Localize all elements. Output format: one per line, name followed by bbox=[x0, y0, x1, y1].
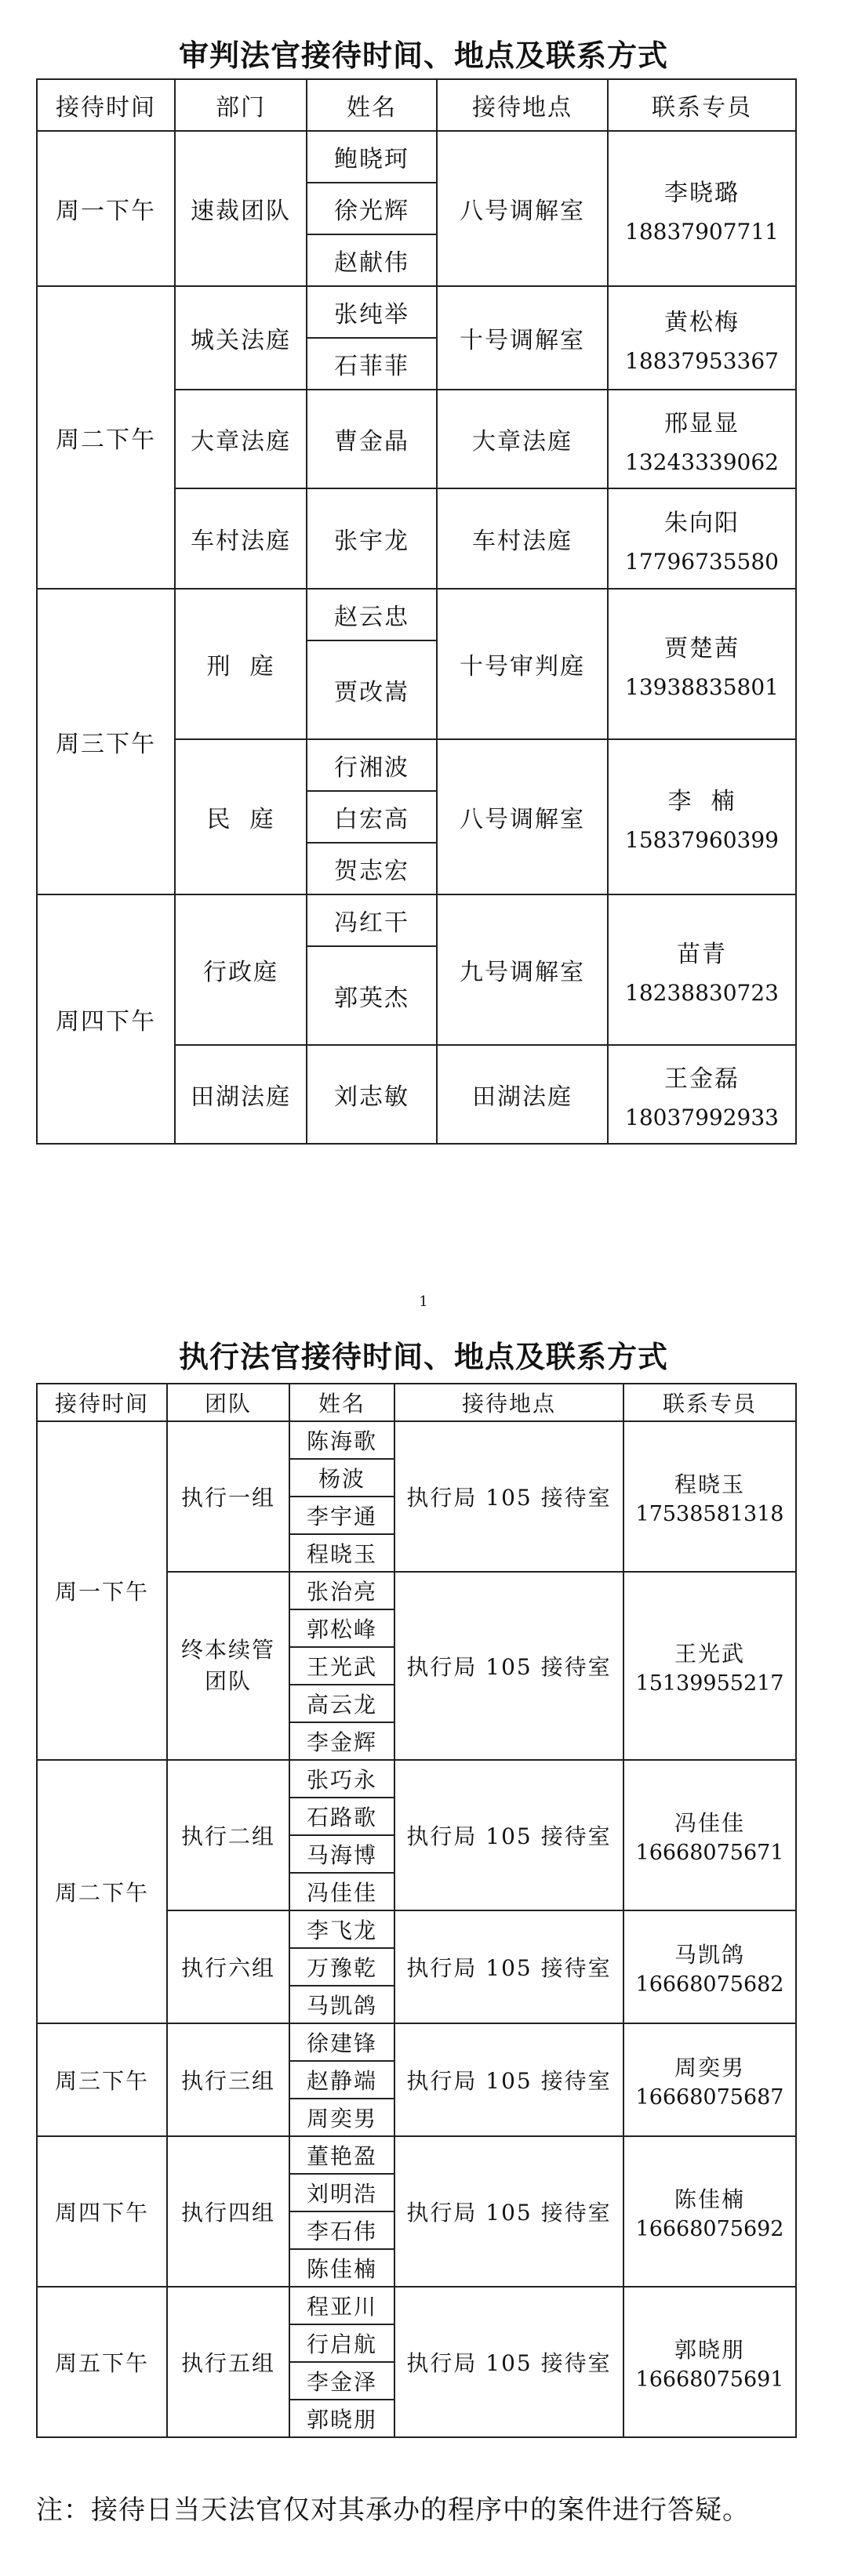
team-cell: 执行五组 bbox=[167, 2287, 289, 2437]
contact-name: 李晓璐 bbox=[664, 179, 740, 207]
reception-place-cell: 执行局 105 接待室 bbox=[394, 2136, 623, 2287]
contact-phone: 15139955217 bbox=[635, 1671, 784, 1696]
contact-cell bbox=[608, 286, 796, 390]
judge-name-cell: 郭晓朋 bbox=[289, 2400, 394, 2437]
contact-name: 郭晓朋 bbox=[674, 2336, 745, 2363]
table-row bbox=[37, 589, 796, 640]
contact-cell bbox=[608, 390, 796, 488]
reception-place-cell: 八号调解室 bbox=[437, 131, 608, 286]
judge-name-cell: 董艳盈 bbox=[289, 2136, 394, 2174]
contact-cell bbox=[608, 488, 796, 589]
team-cell bbox=[167, 1572, 289, 1760]
judge-name-cell: 张纯举 bbox=[307, 286, 437, 338]
judge-name-cell: 陈海歌 bbox=[289, 1421, 394, 1459]
judge-name-cell: 李金泽 bbox=[289, 2362, 394, 2400]
contact-cell bbox=[623, 2136, 796, 2287]
team-label: 终本续管团队 bbox=[181, 1637, 276, 1694]
judge-name-cell: 贺志宏 bbox=[307, 843, 437, 894]
reception-place-cell: 执行局 105 接待室 bbox=[394, 1760, 623, 1910]
reception-place-cell: 九号调解室 bbox=[437, 894, 608, 1045]
judge-name-cell: 万豫乾 bbox=[289, 1948, 394, 1986]
team-cell: 执行三组 bbox=[167, 2023, 289, 2136]
contact-cell bbox=[608, 1045, 796, 1144]
reception-place-cell: 大章法庭 bbox=[437, 390, 608, 488]
contact-phone: 16668075691 bbox=[635, 2367, 784, 2392]
reception-day-cell: 周三下午 bbox=[37, 589, 175, 894]
contact-phone: 17538581318 bbox=[635, 1501, 784, 1526]
judge-name-cell: 白宏高 bbox=[307, 791, 437, 843]
judge-name-cell: 行启航 bbox=[289, 2324, 394, 2362]
contact-cell bbox=[608, 894, 796, 1045]
table-row bbox=[37, 1760, 796, 1798]
contact-cell bbox=[623, 2023, 796, 2136]
execution-reception-table bbox=[36, 1383, 797, 2438]
header-cell: 姓名 bbox=[307, 79, 437, 131]
judge-name-cell: 赵云忠 bbox=[307, 589, 437, 640]
judge-name-cell: 行湘波 bbox=[307, 739, 437, 791]
contact-phone: 16668075692 bbox=[635, 2216, 784, 2241]
table-row bbox=[37, 2287, 796, 2324]
judge-reception-title: 审判法官接待时间、地点及联系方式 bbox=[178, 38, 668, 73]
judge-name-cell: 李石伟 bbox=[289, 2211, 394, 2249]
judge-name-cell: 曹金晶 bbox=[307, 390, 437, 488]
contact-phone: 15837960399 bbox=[625, 826, 779, 853]
contact-cell bbox=[608, 739, 796, 894]
judge-name-cell: 郭英杰 bbox=[307, 946, 437, 1045]
reception-place-cell: 执行局 105 接待室 bbox=[394, 1572, 623, 1760]
judge-name-cell: 冯佳佳 bbox=[289, 1873, 394, 1910]
judge-name-cell: 张宇龙 bbox=[307, 488, 437, 589]
judge-name-cell: 程晓玉 bbox=[289, 1534, 394, 1572]
reception-day-cell: 周二下午 bbox=[37, 1760, 167, 2023]
reception-day-cell: 周四下午 bbox=[37, 894, 175, 1144]
contact-name: 黄松梅 bbox=[664, 308, 740, 336]
table-row bbox=[37, 131, 796, 183]
reception-place-cell: 田湖法庭 bbox=[437, 1045, 608, 1144]
judge-name-cell: 赵静端 bbox=[289, 2061, 394, 2099]
department-cell: 民 庭 bbox=[175, 739, 307, 894]
department-cell: 刑 庭 bbox=[175, 589, 307, 739]
contact-name: 周奕男 bbox=[674, 2054, 745, 2081]
judge-reception-table bbox=[36, 78, 797, 1145]
judge-name-cell: 刘明浩 bbox=[289, 2174, 394, 2211]
department-cell: 速裁团队 bbox=[175, 131, 307, 286]
contact-name: 程晓玉 bbox=[674, 1471, 745, 1497]
header-cell: 接待地点 bbox=[437, 79, 608, 131]
reception-place-cell: 执行局 105 接待室 bbox=[394, 1421, 623, 1572]
contact-name: 陈佳楠 bbox=[674, 2186, 745, 2212]
contact-cell bbox=[608, 589, 796, 739]
department-cell: 车村法庭 bbox=[175, 488, 307, 589]
table-header-row bbox=[37, 79, 796, 131]
contact-cell bbox=[608, 131, 796, 286]
contact-phone: 18037992933 bbox=[625, 1104, 779, 1130]
contact-name: 李 楠 bbox=[667, 787, 736, 815]
contact-name: 马凯鸽 bbox=[674, 1941, 745, 1968]
department-cell: 田湖法庭 bbox=[175, 1045, 307, 1144]
judge-name-cell: 李飞龙 bbox=[289, 1910, 394, 1948]
reception-place-cell: 车村法庭 bbox=[437, 488, 608, 589]
contact-name: 冯佳佳 bbox=[674, 1809, 745, 1836]
contact-phone: 18238830723 bbox=[625, 979, 779, 1006]
table-row bbox=[37, 894, 796, 946]
reception-place-cell: 十号审判庭 bbox=[437, 589, 608, 739]
reception-day-cell: 周三下午 bbox=[37, 2023, 167, 2136]
reception-place-cell: 执行局 105 接待室 bbox=[394, 2287, 623, 2437]
reception-place-cell: 执行局 105 接待室 bbox=[394, 1910, 623, 2023]
contact-cell bbox=[623, 1572, 796, 1760]
judge-name-cell: 周奕男 bbox=[289, 2099, 394, 2136]
reception-place-cell: 八号调解室 bbox=[437, 739, 608, 894]
table-row bbox=[37, 1421, 796, 1459]
contact-phone: 17796735580 bbox=[625, 548, 779, 575]
judge-name-cell: 李宇通 bbox=[289, 1497, 394, 1534]
table-row bbox=[37, 2023, 796, 2061]
contact-name: 邢显显 bbox=[664, 409, 740, 437]
reception-place-cell: 执行局 105 接待室 bbox=[394, 2023, 623, 2136]
contact-phone: 18837907711 bbox=[625, 218, 779, 245]
contact-phone: 13938835801 bbox=[625, 673, 779, 700]
judge-name-cell: 冯红干 bbox=[307, 894, 437, 946]
judge-name-cell: 石路歌 bbox=[289, 1798, 394, 1835]
judge-name-cell: 徐建锋 bbox=[289, 2023, 394, 2061]
header-cell: 接待地点 bbox=[394, 1384, 623, 1421]
page-number: 1 bbox=[419, 1293, 428, 1310]
execution-reception-title: 执行法官接待时间、地点及联系方式 bbox=[178, 1339, 668, 1374]
judge-name-cell: 马海博 bbox=[289, 1835, 394, 1873]
contact-cell bbox=[623, 2287, 796, 2437]
judge-name-cell: 高云龙 bbox=[289, 1685, 394, 1722]
reception-day-cell: 周一下午 bbox=[37, 131, 175, 286]
judge-name-cell: 贾改嵩 bbox=[307, 640, 437, 739]
header-cell: 团队 bbox=[167, 1384, 289, 1421]
header-cell: 联系专员 bbox=[608, 79, 796, 131]
contact-name: 王光武 bbox=[674, 1640, 745, 1667]
judge-name-cell: 张巧永 bbox=[289, 1760, 394, 1798]
contact-cell bbox=[623, 1760, 796, 1910]
judge-name-cell: 郭松峰 bbox=[289, 1609, 394, 1647]
contact-phone: 16668075682 bbox=[635, 1972, 784, 1997]
header-cell: 部门 bbox=[175, 79, 307, 131]
header-cell: 接待时间 bbox=[37, 79, 175, 131]
reception-day-cell: 周二下午 bbox=[37, 286, 175, 589]
contact-phone: 16668075671 bbox=[635, 1840, 784, 1865]
judge-name-cell: 徐光辉 bbox=[307, 183, 437, 234]
reception-place-cell: 十号调解室 bbox=[437, 286, 608, 390]
judge-name-cell: 王光武 bbox=[289, 1647, 394, 1685]
table-row bbox=[37, 286, 796, 338]
judge-name-cell: 程亚川 bbox=[289, 2287, 394, 2324]
department-cell: 城关法庭 bbox=[175, 286, 307, 390]
reception-day-cell: 周四下午 bbox=[37, 2136, 167, 2287]
reception-day-cell: 周五下午 bbox=[37, 2287, 167, 2437]
contact-cell bbox=[623, 1421, 796, 1572]
contact-phone: 16668075687 bbox=[635, 2084, 784, 2110]
judge-name-cell: 杨波 bbox=[289, 1459, 394, 1497]
judge-name-cell: 赵献伟 bbox=[307, 234, 437, 286]
contact-name: 朱向阳 bbox=[664, 509, 740, 537]
judge-name-cell: 张治亮 bbox=[289, 1572, 394, 1609]
header-cell: 接待时间 bbox=[37, 1384, 167, 1421]
judge-name-cell: 刘志敏 bbox=[307, 1045, 437, 1144]
contact-name: 苗青 bbox=[677, 940, 727, 968]
table-row bbox=[37, 2136, 796, 2174]
department-cell: 大章法庭 bbox=[175, 390, 307, 488]
contact-name: 贾楚茜 bbox=[664, 634, 740, 662]
judge-name-cell: 李金辉 bbox=[289, 1722, 394, 1760]
table-header-row bbox=[37, 1384, 796, 1421]
contact-name: 王金磊 bbox=[664, 1065, 740, 1093]
department-cell: 行政庭 bbox=[175, 894, 307, 1045]
header-cell: 姓名 bbox=[289, 1384, 394, 1421]
team-cell: 执行二组 bbox=[167, 1760, 289, 1910]
contact-phone: 13243339062 bbox=[625, 448, 779, 475]
team-cell: 执行一组 bbox=[167, 1421, 289, 1572]
footnote: 注：接待日当天法官仅对其承办的程序中的案件进行答疑。 bbox=[36, 2494, 750, 2526]
judge-name-cell: 石菲菲 bbox=[307, 338, 437, 390]
team-cell: 执行六组 bbox=[167, 1910, 289, 2023]
contact-phone: 18837953367 bbox=[625, 347, 779, 374]
judge-name-cell: 陈佳楠 bbox=[289, 2249, 394, 2287]
judge-name-cell: 鲍晓珂 bbox=[307, 131, 437, 183]
reception-day-cell: 周一下午 bbox=[37, 1421, 167, 1760]
team-cell: 执行四组 bbox=[167, 2136, 289, 2287]
header-cell: 联系专员 bbox=[623, 1384, 796, 1421]
judge-name-cell: 马凯鸽 bbox=[289, 1986, 394, 2023]
contact-cell bbox=[623, 1910, 796, 2023]
